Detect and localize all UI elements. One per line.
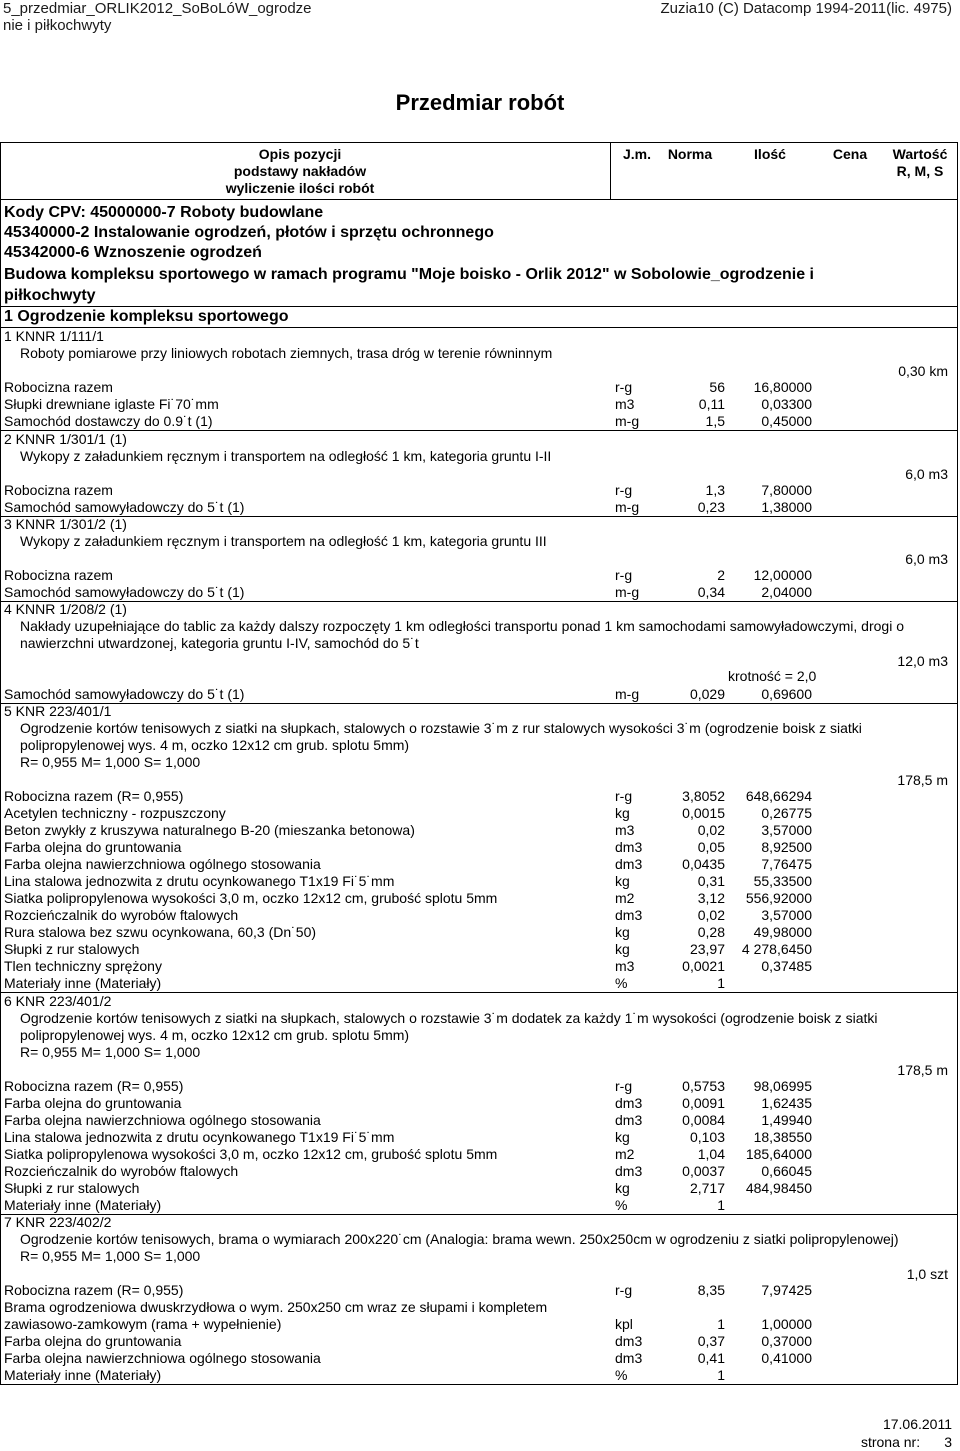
resource-norm: 1	[717, 1316, 725, 1332]
column-header-norma: Norma	[667, 146, 713, 162]
document-header-left	[3, 0, 312, 34]
resource-quantity: 0,37000	[761, 1333, 812, 1349]
resource-unit: dm3	[615, 907, 643, 923]
position-quantity: 12,0 m3	[897, 653, 948, 669]
position-description: Wykopy z załadunkiem ręcznym i transportem na odległość 1 km, kategoria gruntu III	[20, 533, 547, 549]
resource-norm: 2	[717, 567, 725, 583]
resource-name: Słupki z rur stalowych	[4, 1180, 140, 1196]
resource-row	[0, 396, 960, 413]
resource-name: Farba olejna nawierzchniowa ogólnego stosowania	[4, 1350, 321, 1366]
file-name-line2: nie i piłkochwyty	[3, 17, 112, 34]
resource-norm: 1,04	[697, 1146, 725, 1162]
resource-name: Lina stalowa jednozwita z drutu ocynkowanego T1x19 Fi˙5˙mm	[4, 873, 395, 889]
resource-name: Słupki z rur stalowych	[4, 941, 140, 957]
resource-quantity: 2,04000	[761, 584, 812, 600]
row-divider	[0, 1214, 958, 1215]
resource-unit: m3	[615, 396, 635, 412]
resource-quantity: 8,92500	[761, 839, 812, 855]
resource-row	[0, 1350, 960, 1367]
resource-quantity: 0,45000	[761, 413, 812, 429]
resource-norm: 0,28	[697, 924, 725, 940]
resource-quantity: 18,38550	[753, 1129, 812, 1145]
resource-norm: 0,0091	[682, 1095, 725, 1111]
position-description: nawierzchni utwardzonej, kategoria gruntu I-IV, samochód do 5˙t	[20, 635, 419, 651]
position-quantity: 0,30 km	[898, 363, 948, 379]
resource-norm: 1	[717, 1367, 725, 1383]
resource-unit: dm3	[615, 1350, 643, 1366]
resource-unit: dm3	[615, 1333, 643, 1349]
resource-unit: %	[615, 1367, 628, 1383]
resource-name: Słupki drewniane iglaste Fi˙70˙mm	[4, 396, 219, 412]
resource-name: Robocizna razem	[4, 482, 113, 498]
position-description: Ogrodzenie kortów tenisowych, brama o wymiarach 200x220˙cm (Analogia: brama wewn. 250x250cm w ogrodzeniu z siatki polipropylenowej)	[20, 1231, 899, 1247]
column-divider	[610, 142, 611, 199]
resource-unit: m3	[615, 958, 635, 974]
resource-row	[0, 907, 960, 924]
resource-unit: kg	[615, 873, 630, 889]
resource-quantity: 1,62435	[761, 1095, 812, 1111]
resource-norm: 0,11	[698, 396, 725, 412]
resource-norm: 0,0084	[682, 1112, 725, 1128]
row-divider	[0, 1384, 958, 1385]
position-description: Nakłady uzupełniające do tablic za każdy dalszy rozpoczęty 1 km odległości transportu ponad 1 km samochodami samowyładowczymi, drogi o	[20, 618, 904, 634]
position-description: Roboty pomiarowe przy liniowych robotach ziemnych, trasa dróg w terenie równinnym	[20, 345, 553, 361]
resource-quantity: 7,76475	[761, 856, 812, 872]
column-header-wartosc: Wartość R, M, S	[892, 146, 948, 179]
resource-norm: 2,717	[689, 1180, 725, 1196]
resource-quantity: 1,38000	[761, 499, 812, 515]
position-description: Ogrodzenie kortów tenisowych z siatki na słupkach, stalowych o rozstawie 3˙m dodatek za każdy 1˙m wysokości (ogrodzenie boisk z siatki	[20, 1010, 878, 1026]
row-divider	[0, 430, 958, 431]
resource-quantity: 0,69600	[761, 686, 812, 702]
column-header-opis: Opis pozycji podstawy nakładów wyliczenie ilości robót	[225, 146, 375, 196]
resource-unit: kpl	[615, 1316, 633, 1332]
resource-quantity: 4 278,6450	[741, 941, 812, 957]
section-title: 1 Ogrodzenie kompleksu sportowego	[4, 308, 289, 325]
page-number: 3	[944, 1434, 952, 1450]
resource-quantity: 0,26775	[761, 805, 812, 821]
resource-unit: dm3	[615, 1163, 643, 1179]
position-description: Ogrodzenie kortów tenisowych z siatki na słupkach, stalowych o rozstawie 3˙m z rur stalowych wysokości 3˙m (ogrodzenie boisk z siatki	[20, 720, 862, 736]
resource-name: Materiały inne (Materiały)	[4, 1197, 162, 1213]
resource-row	[0, 1316, 960, 1333]
resource-row	[0, 1163, 960, 1180]
resource-quantity: 0,37485	[761, 958, 812, 974]
position-description: polipropylenowej wys. 4 m, oczko 12x12 cm grub. splotu 5mm)	[20, 1027, 410, 1043]
resource-row	[0, 839, 960, 856]
resource-quantity: 0,66045	[761, 1163, 812, 1179]
resource-quantity: 0,03300	[761, 396, 812, 412]
resource-unit: dm3	[615, 1112, 643, 1128]
column-header-jm: J.m.	[622, 146, 651, 162]
row-divider	[0, 703, 958, 704]
resource-row	[0, 805, 960, 822]
resource-norm: 0,0435	[682, 856, 725, 872]
resource-unit: r-g	[615, 1282, 633, 1298]
resource-norm: 0,0037	[682, 1163, 725, 1179]
resource-row	[0, 1197, 960, 1214]
resource-name: Farba olejna nawierzchniowa ogólnego stosowania	[4, 856, 321, 872]
resource-name: Rura stalowa bez szwu ocynkowana, 60,3 (Dn˙50)	[4, 924, 317, 940]
position-description: polipropylenowej wys. 4 m, oczko 12x12 cm grub. splotu 5mm)	[20, 737, 410, 753]
resource-quantity: 7,97425	[761, 1282, 812, 1298]
resource-row	[0, 1078, 960, 1095]
resource-row	[0, 1180, 960, 1197]
resource-norm: 3,12	[697, 890, 725, 906]
resource-unit: r-g	[615, 788, 633, 804]
resource-row	[0, 567, 960, 584]
cpv-code-fencing: 45340000-2 Instalowanie ogrodzeń, płotów i sprzętu ochronnego	[4, 224, 494, 241]
resource-row	[0, 856, 960, 873]
position-quantity: 1,0 szt	[906, 1266, 948, 1282]
resource-name: Tlen techniczny sprężony	[4, 958, 162, 974]
resource-row	[0, 1146, 960, 1163]
row-divider	[0, 516, 958, 517]
resource-row	[0, 1095, 960, 1112]
resource-name: Lina stalowa jednozwita z drutu ocynkowanego T1x19 Fi˙5˙mm	[4, 1129, 395, 1145]
resource-quantity: 49,98000	[753, 924, 812, 940]
resource-norm: 0,41	[697, 1350, 725, 1366]
resource-unit: kg	[615, 805, 630, 821]
resource-name: Materiały inne (Materiały)	[4, 1367, 162, 1383]
position-code: 6 KNR 223/401/2	[4, 993, 112, 1009]
resource-row	[0, 788, 960, 805]
position-coefficients: R= 0,955 M= 1,000 S= 1,000	[20, 1248, 201, 1264]
resource-norm: 56	[709, 379, 725, 395]
resource-quantity: 185,64000	[745, 1146, 812, 1162]
resource-row	[0, 924, 960, 941]
resource-name: Samochód samowyładowczy do 5˙t (1)	[4, 686, 245, 702]
resource-name: Siatka polipropylenowa wysokości 3,0 m, oczko 12x12 cm, grubość splotu 5mm	[4, 1146, 498, 1162]
resource-norm: 0,029	[689, 686, 725, 702]
resource-quantity: 7,80000	[761, 482, 812, 498]
resource-name: Acetylen techniczny - rozpuszczony	[4, 805, 226, 821]
resource-norm: 3,8052	[682, 788, 725, 804]
position-quantity: 6,0 m3	[905, 551, 948, 567]
resource-name: Rozcieńczalnik do wyrobów ftalowych	[4, 1163, 239, 1179]
row-divider	[0, 992, 958, 993]
resource-quantity: 3,57000	[761, 822, 812, 838]
header-divider	[0, 199, 958, 200]
resource-norm: 0,37	[697, 1333, 725, 1349]
resource-name: zawiasowo-zamkowym (rama + wypełnienie)	[4, 1316, 282, 1332]
resource-row	[0, 941, 960, 958]
resource-unit: m-g	[615, 499, 640, 515]
resource-row	[0, 584, 960, 601]
resource-norm: 1,3	[705, 482, 725, 498]
resource-row	[0, 379, 960, 396]
resource-name: Materiały inne (Materiały)	[4, 975, 162, 991]
print-date: 17.06.2011	[882, 1416, 952, 1432]
resource-name: Samochód dostawczy do 0.9˙t (1)	[4, 413, 213, 429]
resource-name: Samochód samowyładowczy do 5˙t (1)	[4, 499, 245, 515]
resource-unit: %	[615, 1197, 628, 1213]
resource-quantity: 648,66294	[745, 788, 812, 804]
resource-quantity: 55,33500	[753, 873, 812, 889]
column-header-ilosc: Ilość	[754, 146, 786, 162]
resource-name: Robocizna razem (R= 0,955)	[4, 1282, 184, 1298]
cpv-code-fence-erection: 45342000-6 Wznoszenie ogrodzeń	[4, 244, 262, 261]
resource-unit: r-g	[615, 482, 633, 498]
resource-row	[0, 482, 960, 499]
resource-unit: m-g	[615, 413, 640, 429]
position-code: 4 KNNR 1/208/2 (1)	[4, 601, 127, 617]
resource-row	[0, 873, 960, 890]
resource-row	[0, 1112, 960, 1129]
resource-name: Brama ogrodzeniowa dwuskrzydłowa o wym. 250x250 cm wraz ze słupami i kompletem	[4, 1299, 548, 1315]
resource-unit: m-g	[615, 584, 640, 600]
resource-quantity: 556,92000	[745, 890, 812, 906]
position-quantity: 178,5 m	[897, 772, 948, 788]
column-header-cena: Cena	[832, 146, 868, 162]
resource-unit: kg	[615, 941, 630, 957]
page-title: Przedmiar robót	[395, 90, 565, 115]
resource-norm: 8,35	[697, 1282, 725, 1298]
resource-name: Robocizna razem (R= 0,955)	[4, 1078, 184, 1094]
resource-unit: dm3	[615, 856, 643, 872]
position-code: 2 KNNR 1/301/1 (1)	[4, 431, 127, 447]
resource-unit: dm3	[615, 839, 643, 855]
row-divider	[0, 601, 958, 602]
resource-unit: dm3	[615, 1095, 643, 1111]
resource-quantity: 1,00000	[761, 1316, 812, 1332]
resource-row	[0, 1129, 960, 1146]
position-code: 7 KNR 223/402/2	[4, 1214, 112, 1230]
resource-quantity: 16,80000	[753, 379, 812, 395]
resource-row	[0, 686, 960, 703]
resource-row	[0, 975, 960, 992]
resource-norm: 0,0021	[682, 958, 725, 974]
multiplier: krotność = 2,0	[728, 668, 817, 684]
resource-norm: 0,103	[689, 1129, 725, 1145]
page-label: strona nr:	[860, 1434, 921, 1450]
resource-name: Farba olejna do gruntowania	[4, 1333, 182, 1349]
resource-norm: 23,97	[689, 941, 725, 957]
resource-quantity: 0,41000	[761, 1350, 812, 1366]
resource-norm: 1	[717, 1197, 725, 1213]
file-name-line1: 5_przedmiar_ORLIK2012_SoBoLóW_ogrodze	[3, 0, 312, 17]
resource-row	[0, 1282, 960, 1299]
resource-quantity: 3,57000	[761, 907, 812, 923]
row-divider	[0, 327, 958, 328]
resource-name: Farba olejna do gruntowania	[4, 1095, 182, 1111]
resource-norm: 0,23	[697, 499, 725, 515]
resource-unit: r-g	[615, 567, 633, 583]
resource-quantity: 12,00000	[753, 567, 812, 583]
position-quantity: 6,0 m3	[905, 466, 948, 482]
resource-unit: m2	[615, 890, 635, 906]
project-title-line1: Budowa kompleksu sportowego w ramach programu "Moje boisko - Orlik 2012" w Sobolowie_ogrodzenie i	[4, 266, 814, 283]
resource-norm: 0,02	[697, 822, 725, 838]
resource-name: Beton zwykły z kruszywa naturalnego B-20 (mieszanka betonowa)	[4, 822, 415, 838]
resource-name: Robocizna razem (R= 0,955)	[4, 788, 184, 804]
resource-quantity: 98,06995	[753, 1078, 812, 1094]
position-code: 5 KNR 223/401/1	[4, 703, 112, 719]
resource-name: Robocizna razem	[4, 379, 113, 395]
resource-row	[0, 499, 960, 516]
resource-norm: 1,5	[705, 413, 725, 429]
page-number-block	[861, 1434, 952, 1451]
resource-unit: %	[615, 975, 628, 991]
resource-row	[0, 890, 960, 907]
resource-unit: r-g	[615, 1078, 633, 1094]
resource-name: Farba olejna do gruntowania	[4, 839, 182, 855]
resource-unit: kg	[615, 1129, 630, 1145]
software-license: Zuzia10 (C) Datacomp 1994-2011(lic. 4975)	[660, 0, 952, 17]
resource-name: Robocizna razem	[4, 567, 113, 583]
position-quantity: 178,5 m	[897, 1062, 948, 1078]
resource-name: Siatka polipropylenowa wysokości 3,0 m, oczko 12x12 cm, grubość splotu 5mm	[4, 890, 498, 906]
resource-norm: 0,31	[697, 873, 725, 889]
project-title-line2: piłkochwyty	[4, 287, 96, 304]
resource-norm: 0,5753	[682, 1078, 725, 1094]
resource-unit: kg	[615, 924, 630, 940]
resource-row	[0, 1333, 960, 1350]
resource-norm: 0,34	[697, 584, 725, 600]
position-description: Wykopy z załadunkiem ręcznym i transportem na odległość 1 km, kategoria gruntu I-II	[20, 448, 552, 464]
resource-norm: 0,02	[697, 907, 725, 923]
resource-norm: 0,05	[697, 839, 725, 855]
resource-norm: 0,0015	[682, 805, 725, 821]
resource-norm: 1	[717, 975, 725, 991]
resource-unit: kg	[615, 1180, 630, 1196]
resource-row	[0, 413, 960, 430]
position-coefficients: R= 0,955 M= 1,000 S= 1,000	[20, 754, 201, 770]
resource-unit: m3	[615, 822, 635, 838]
resource-row	[0, 1299, 960, 1316]
resource-row	[0, 822, 960, 839]
resource-unit: r-g	[615, 379, 633, 395]
resource-quantity: 484,98450	[745, 1180, 812, 1196]
resource-quantity: 1,49940	[761, 1112, 812, 1128]
position-code: 3 KNNR 1/301/2 (1)	[4, 516, 127, 532]
resource-unit: m2	[615, 1146, 635, 1162]
cpv-code-main: Kody CPV: 45000000-7 Roboty budowlane	[4, 204, 324, 221]
position-code: 1 KNNR 1/111/1	[4, 328, 104, 344]
resource-row	[0, 1367, 960, 1384]
resource-name: Samochód samowyładowczy do 5˙t (1)	[4, 584, 245, 600]
position-coefficients: R= 0,955 M= 1,000 S= 1,000	[20, 1044, 201, 1060]
resource-unit: m-g	[615, 686, 640, 702]
resource-row	[0, 958, 960, 975]
resource-name: Farba olejna nawierzchniowa ogólnego stosowania	[4, 1112, 321, 1128]
resource-name: Rozcieńczalnik do wyrobów ftalowych	[4, 907, 239, 923]
